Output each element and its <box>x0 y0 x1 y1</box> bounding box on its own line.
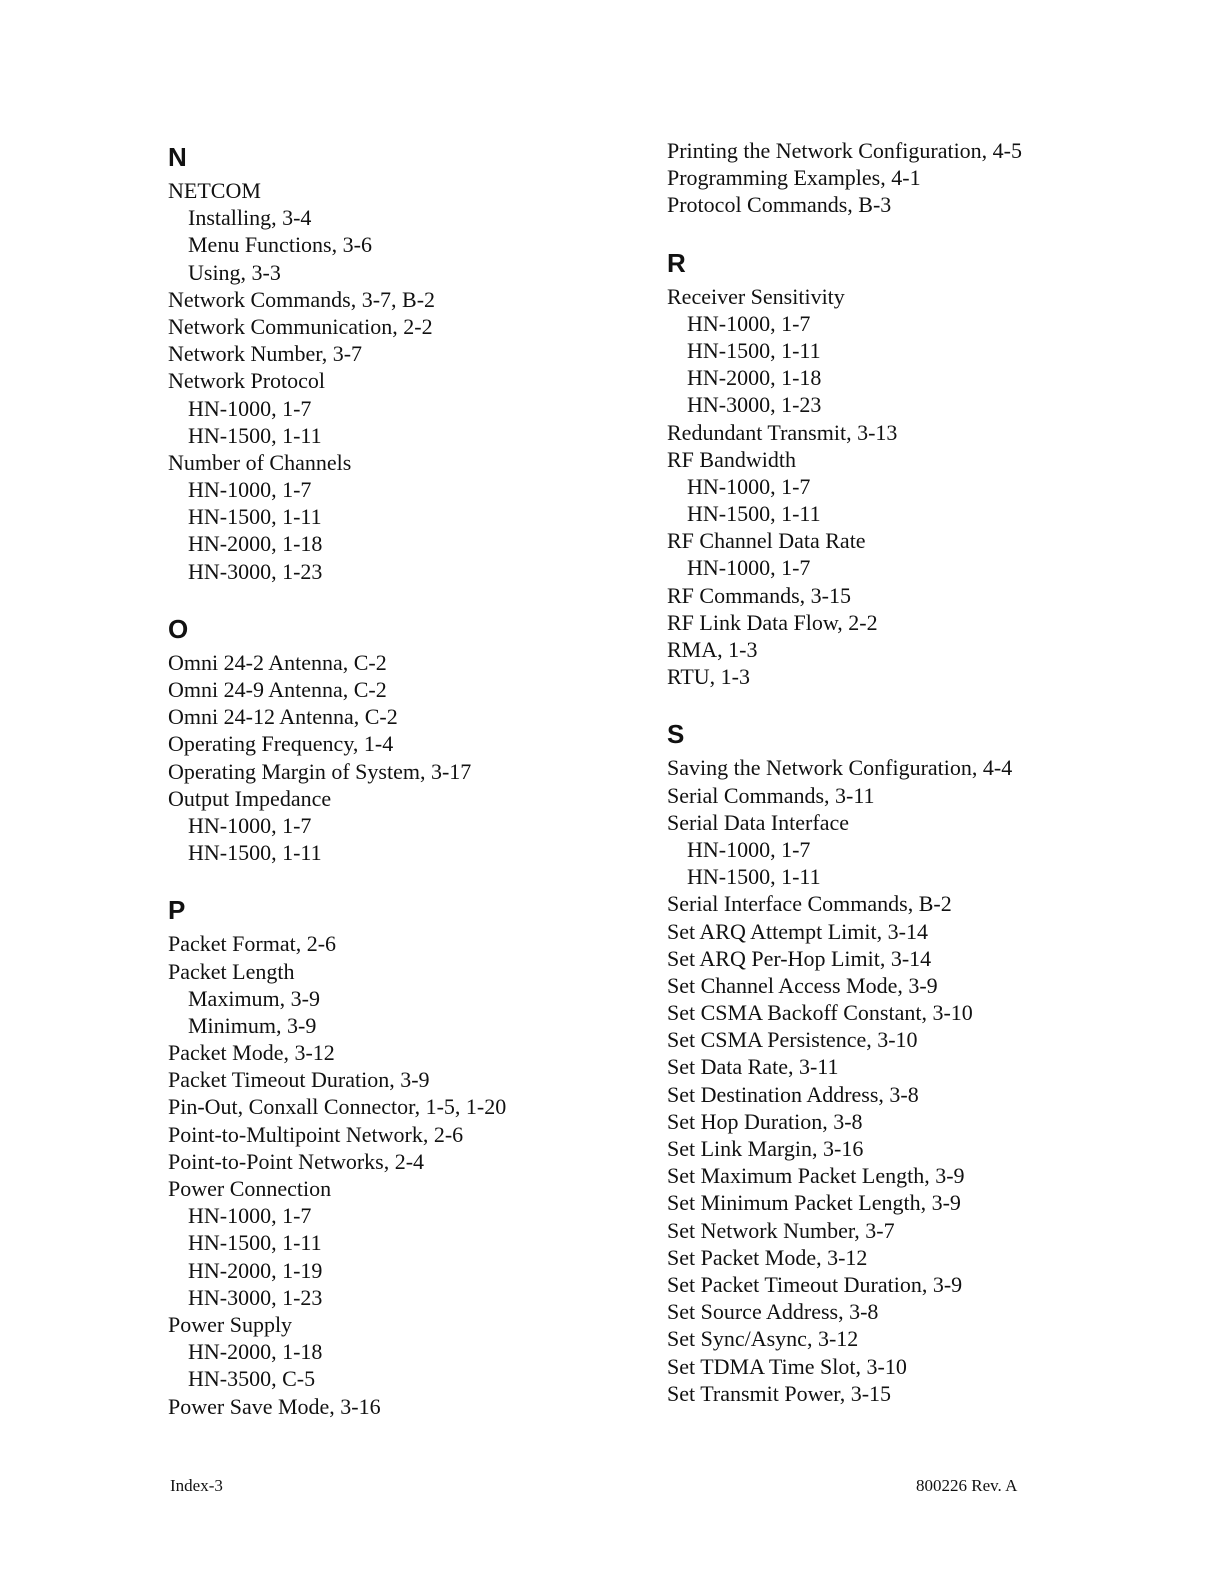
index-subentry: HN-1000, 1-7 <box>188 477 312 503</box>
index-entry: RF Channel Data Rate <box>667 528 866 554</box>
index-subentry: HN-2000, 1-18 <box>188 531 323 557</box>
index-entry: Packet Timeout Duration, 3-9 <box>168 1067 430 1093</box>
section-letter-heading: R <box>667 247 686 278</box>
index-entry: Saving the Network Configuration, 4-4 <box>667 755 1013 781</box>
index-entry: Omni 24-12 Antenna, C-2 <box>168 704 398 730</box>
index-entry: Receiver Sensitivity <box>667 283 845 309</box>
index-entry: Output Impedance <box>168 785 332 811</box>
index-entry: Set Data Rate, 3-11 <box>667 1054 839 1080</box>
index-entry: NETCOM <box>168 178 261 203</box>
index-subentry: HN-1000, 1-7 <box>687 555 811 581</box>
index-entry: Pin-Out, Conxall Connector, 1-5, 1-20 <box>168 1094 507 1120</box>
index-entry: Set Destination Address, 3-8 <box>667 1081 919 1107</box>
index-entry: Network Number, 3-7 <box>168 341 363 367</box>
index-entry: Set TDMA Time Slot, 3-10 <box>667 1353 907 1379</box>
section-spacer <box>168 585 628 609</box>
index-section-o <box>168 609 628 867</box>
index-section-n <box>168 137 628 585</box>
index-entry: Serial Commands, 3-11 <box>667 782 875 808</box>
index-entry: RF Link Data Flow, 2-2 <box>667 609 878 635</box>
index-entry: Serial Data Interface <box>667 809 849 835</box>
index-entry: Network Commands, 3-7, B-2 <box>168 286 436 312</box>
index-subentry: HN-1500, 1-11 <box>188 422 322 448</box>
index-entry: RTU, 1-3 <box>667 664 751 690</box>
section-spacer <box>667 219 1187 243</box>
index-subentry: Minimum, 3-9 <box>188 1012 317 1038</box>
index-subentry: HN-2000, 1-18 <box>687 365 822 391</box>
index-subentry: HN-3000, 1-23 <box>188 1284 323 1310</box>
index-subentry: HN-1500, 1-11 <box>188 840 322 866</box>
index-entry: Set Maximum Packet Length, 3-9 <box>667 1163 965 1189</box>
index-subentry: HN-1000, 1-7 <box>687 473 811 499</box>
index-entry: Point-to-Point Networks, 2-4 <box>168 1148 425 1174</box>
index-entry: RF Bandwidth <box>667 446 796 472</box>
index-entry: Set Sync/Async, 3-12 <box>667 1326 859 1352</box>
index-subentry: HN-1500, 1-11 <box>188 1230 322 1256</box>
index-entry: Printing the Network Configuration, 4-5 <box>667 138 1023 163</box>
index-section-s <box>667 714 1187 1407</box>
index-entry: RMA, 1-3 <box>667 637 758 662</box>
index-subentry: HN-1500, 1-11 <box>188 504 322 530</box>
index-entry: Packet Mode, 3-12 <box>168 1040 335 1066</box>
index-subentry: Using, 3-3 <box>188 259 281 285</box>
index-entry: Packet Format, 2-6 <box>168 931 337 957</box>
index-entry: Serial Interface Commands, B-2 <box>667 891 952 917</box>
index-entry: Set Transmit Power, 3-15 <box>667 1380 892 1406</box>
index-subentry: HN-1500, 1-11 <box>687 501 821 527</box>
index-subentry: HN-3000, 1-23 <box>188 558 323 584</box>
page-number: Index-3 <box>170 1476 223 1495</box>
index-subentry: HN-1000, 1-7 <box>188 395 312 421</box>
index-column-left <box>168 137 628 1420</box>
index-entry: Set Link Margin, 3-16 <box>667 1136 864 1161</box>
index-subentry: HN-1500, 1-11 <box>687 864 821 890</box>
index-entry: Power Supply <box>168 1311 293 1337</box>
index-entry: Set Network Number, 3-7 <box>667 1217 895 1243</box>
index-subentry: HN-1000, 1-7 <box>687 836 811 862</box>
index-entry: Operating Margin of System, 3-17 <box>168 758 472 784</box>
index-subentry: HN-2000, 1-19 <box>188 1257 323 1283</box>
index-entry: Set ARQ Per-Hop Limit, 3-14 <box>667 945 932 971</box>
index-subentry: HN-1000, 1-7 <box>687 310 811 336</box>
index-subentry: HN-3500, C-5 <box>188 1366 316 1392</box>
index-entry: Operating Frequency, 1-4 <box>168 731 394 757</box>
index-subentry: HN-1500, 1-11 <box>687 337 821 363</box>
index-subentry: HN-2000, 1-18 <box>188 1339 323 1365</box>
index-subentry: HN-1000, 1-7 <box>188 1203 312 1229</box>
index-entry: Packet Length <box>168 958 295 984</box>
index-section-r <box>667 243 1187 691</box>
index-entry: Set Packet Mode, 3-12 <box>667 1244 868 1270</box>
section-letter-heading: S <box>667 719 685 750</box>
index-entry: Point-to-Multipoint Network, 2-6 <box>168 1121 464 1147</box>
index-entry: Set CSMA Persistence, 3-10 <box>667 1027 918 1053</box>
index-entry: RF Commands, 3-15 <box>667 582 851 608</box>
index-subentry: HN-1000, 1-7 <box>188 812 312 838</box>
index-entry: Omni 24-2 Antenna, C-2 <box>168 649 387 675</box>
index-entry: Network Protocol <box>168 368 326 394</box>
index-column-right <box>667 137 1187 1407</box>
index-entry: Power Save Mode, 3-16 <box>168 1393 381 1419</box>
index-entry: Set ARQ Attempt Limit, 3-14 <box>667 918 928 944</box>
index-entry: Number of Channels <box>168 449 352 475</box>
index-entry: Set Minimum Packet Length, 3-9 <box>667 1190 961 1216</box>
index-section-continued <box>667 137 1187 219</box>
index-entry: Omni 24-9 Antenna, C-2 <box>168 677 387 702</box>
index-entry: Redundant Transmit, 3-13 <box>667 419 898 445</box>
section-spacer <box>168 866 628 890</box>
index-section-p <box>168 890 628 1419</box>
index-entry: Set CSMA Backoff Constant, 3-10 <box>667 1000 973 1026</box>
index-entry: Network Communication, 2-2 <box>168 313 433 339</box>
section-spacer <box>667 690 1187 714</box>
index-subentry: Maximum, 3-9 <box>188 985 320 1011</box>
section-letter-heading: N <box>168 142 187 172</box>
index-entry: Set Packet Timeout Duration, 3-9 <box>667 1271 963 1297</box>
index-subentry: HN-3000, 1-23 <box>687 392 822 418</box>
index-entry: Set Hop Duration, 3-8 <box>667 1108 863 1134</box>
index-entry: Protocol Commands, B-3 <box>667 192 892 218</box>
index-entry: Programming Examples, 4-1 <box>667 165 921 191</box>
section-letter-heading: P <box>168 895 186 926</box>
section-letter-heading: O <box>168 613 189 644</box>
index-entry: Power Connection <box>168 1176 332 1201</box>
index-subentry: Installing, 3-4 <box>188 205 312 231</box>
index-entry: Set Source Address, 3-8 <box>667 1299 879 1325</box>
index-subentry: Menu Functions, 3-6 <box>188 232 372 258</box>
index-entry: Set Channel Access Mode, 3-9 <box>667 972 938 998</box>
document-revision: 800226 Rev. A <box>916 1476 1018 1495</box>
